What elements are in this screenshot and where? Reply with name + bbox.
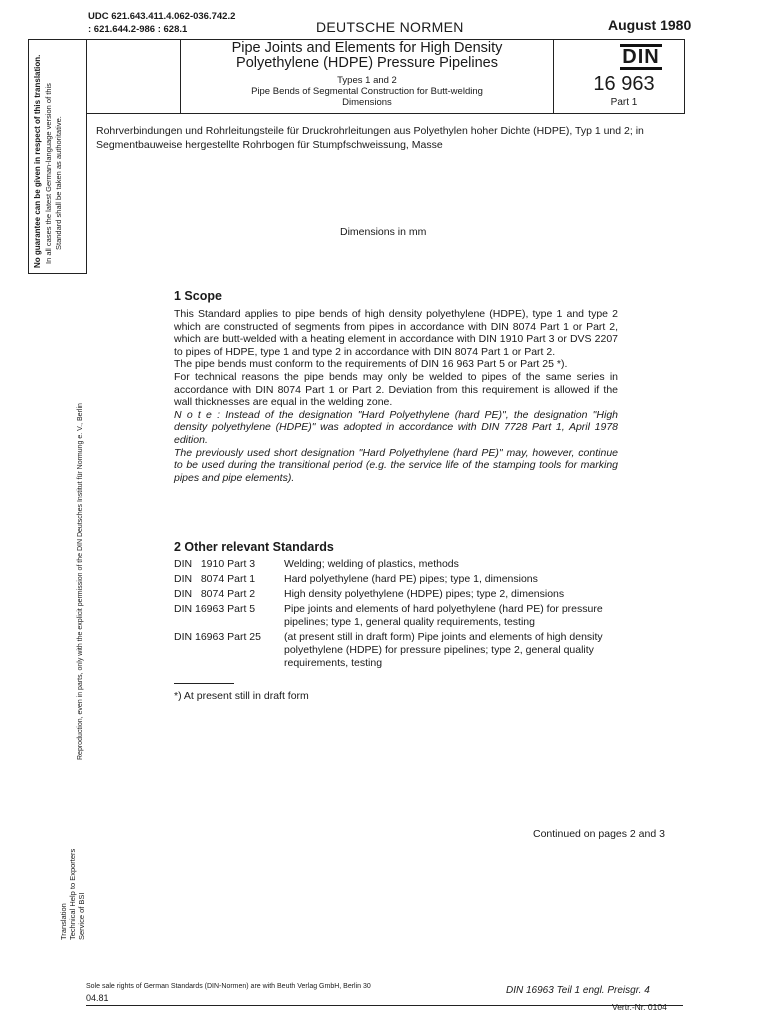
footer-code: 04.81 — [86, 993, 109, 1003]
title-line-4: Pipe Bends of Segmental Construction for Butt-welding — [251, 86, 483, 97]
scope-paragraph-5: The previously used short designation "Hard Polyethylene (hard PE)" may, however, continue to be used during the transitional period (e.g. the service life of the stamping tools for marking pipes and pipe elements). — [174, 446, 618, 484]
continued-note: Continued on pages 2 and 3 — [533, 828, 665, 840]
standards-row — [174, 631, 618, 670]
german-title: Rohrverbindungen und Rohrleitungsteile für Druckrohrleitungen aus Polyethylen hoher Dichte (HDPE), Typ 1 und 2; in Segmentbauweise hergestellte Rohrbogen für Stumpfschweissung, Masse — [96, 125, 644, 151]
scope-paragraph-3: For technical reasons the pipe bends may only be welded to pipes of the same series in accordance with DIN 8074 Part 1 or Part 2. Deviation from this requirement is allowed if the wall thicknesses are equal in the welding zone. — [174, 370, 618, 409]
scope-paragraph-1: This Standard applies to pipe bends of high density polyethylene (HDPE), type 1 and type 2 which are constructed of segments from pipes in accordance with DIN 8074 Part 1 or Part 2, which are butt-welded with a heating element in accordance with DIN 1910 Part 3 or DVS 2207 to pipes of HDPE, type 1 and type 2 in accordance with DIN 8074 Part 1 or Part 2. — [174, 308, 618, 358]
standard-description: High density polyethylene (HDPE) pipes; type 2, dimensions — [284, 588, 565, 600]
title-line-2: Polyethylene (HDPE) Pressure Pipelines — [236, 55, 498, 71]
scope-paragraph-2: The pipe bends must conform to the requirements of DIN 16 963 Part 5 or Part 25 *). — [174, 358, 568, 371]
standard-description: Welding; welding of plastics, methods — [284, 558, 459, 570]
sale-rights: Sole sale rights of German Standards (DIN-Normen) are with Beuth Verlag GmbH, Berlin 30 — [86, 983, 371, 990]
translation-service: Service of BSI — [77, 892, 86, 940]
standards-heading: 2 Other relevant Standards — [174, 540, 334, 554]
footnote-rule — [174, 683, 234, 684]
dimensions-note: Dimensions in mm — [340, 226, 427, 238]
standard-number: 16 963 — [593, 73, 655, 95]
standard-description: (at present still in draft form) Pipe joints and elements of high density polyethylene (HDPE) for pressure pipelines; type 2, general quality requirements, testing — [284, 631, 603, 669]
title-line-1: Pipe Joints and Elements for High Density — [231, 40, 503, 56]
standard-description: Pipe joints and elements of hard polyethylene (hard PE) for pressure pipelines; type 1, general quality requirements, testing — [284, 603, 603, 628]
footer-rule — [86, 1005, 683, 1006]
udc-line-1: UDC 621.643.411.4.062-036.742.2 — [88, 11, 236, 22]
standards-list — [174, 558, 618, 672]
issue-date: August 1980 — [608, 17, 692, 33]
disclaimer-german-version: In all cases the latest German-language version of this — [44, 83, 53, 264]
standards-row — [174, 558, 618, 571]
standard-description: Hard polyethylene (hard PE) pipes; type 1, dimensions — [284, 573, 538, 585]
standards-row — [174, 603, 618, 629]
standards-row — [174, 573, 618, 586]
title-divider-right — [553, 40, 554, 113]
translation-help: Technical Help to Exporters — [68, 848, 77, 940]
standard-code: DIN 16963 Part 25 — [174, 631, 261, 643]
title-line-3: Types 1 and 2 — [337, 75, 397, 86]
standards-row — [174, 588, 618, 601]
din-logo: DIN — [622, 46, 660, 68]
scope-section — [174, 308, 618, 484]
disclaimer-guarantee: No guarantee can be given in respect of this translation. — [33, 54, 42, 268]
standard-code: DIN 1910 Part 3 — [174, 558, 256, 570]
footnote: *) At present still in draft form — [174, 690, 309, 702]
standard-code: DIN 16963 Part 5 — [174, 603, 256, 615]
footer-reference: DIN 16963 Teil 1 engl. Preisgr. 4 — [506, 985, 650, 996]
disclaimer-authoritative: Standard shall be taken as authoritative. — [54, 116, 63, 250]
standard-part: Part 1 — [610, 97, 638, 108]
footer-vertr: Vertr.-Nr. 0104 — [612, 1002, 667, 1012]
standard-code: DIN 8074 Part 2 — [174, 588, 256, 600]
udc-line-2: : 621.644.2-986 : 628.1 — [88, 24, 188, 35]
document-title — [181, 41, 553, 108]
title-block — [86, 39, 685, 114]
standard-code: DIN 8074 Part 1 — [174, 573, 256, 585]
title-line-5: Dimensions — [342, 97, 392, 108]
translation-label: Translation — [59, 903, 68, 940]
scope-heading: 1 Scope — [174, 289, 222, 303]
series-name: DEUTSCHE NORMEN — [316, 19, 464, 35]
reproduction-notice: Reproduction, even in parts, only with the explicit permission of the DIN Deutsches Institut für Normung e. V., Berlin — [77, 403, 84, 760]
scope-note: N o t e : Instead of the designation "Hard Polyethylene (hard PE)", the designation "High density polyethylene (HDPE)" was adopted in accordance with DIN 7728 Part 1, April 1978 edition. — [174, 408, 618, 446]
